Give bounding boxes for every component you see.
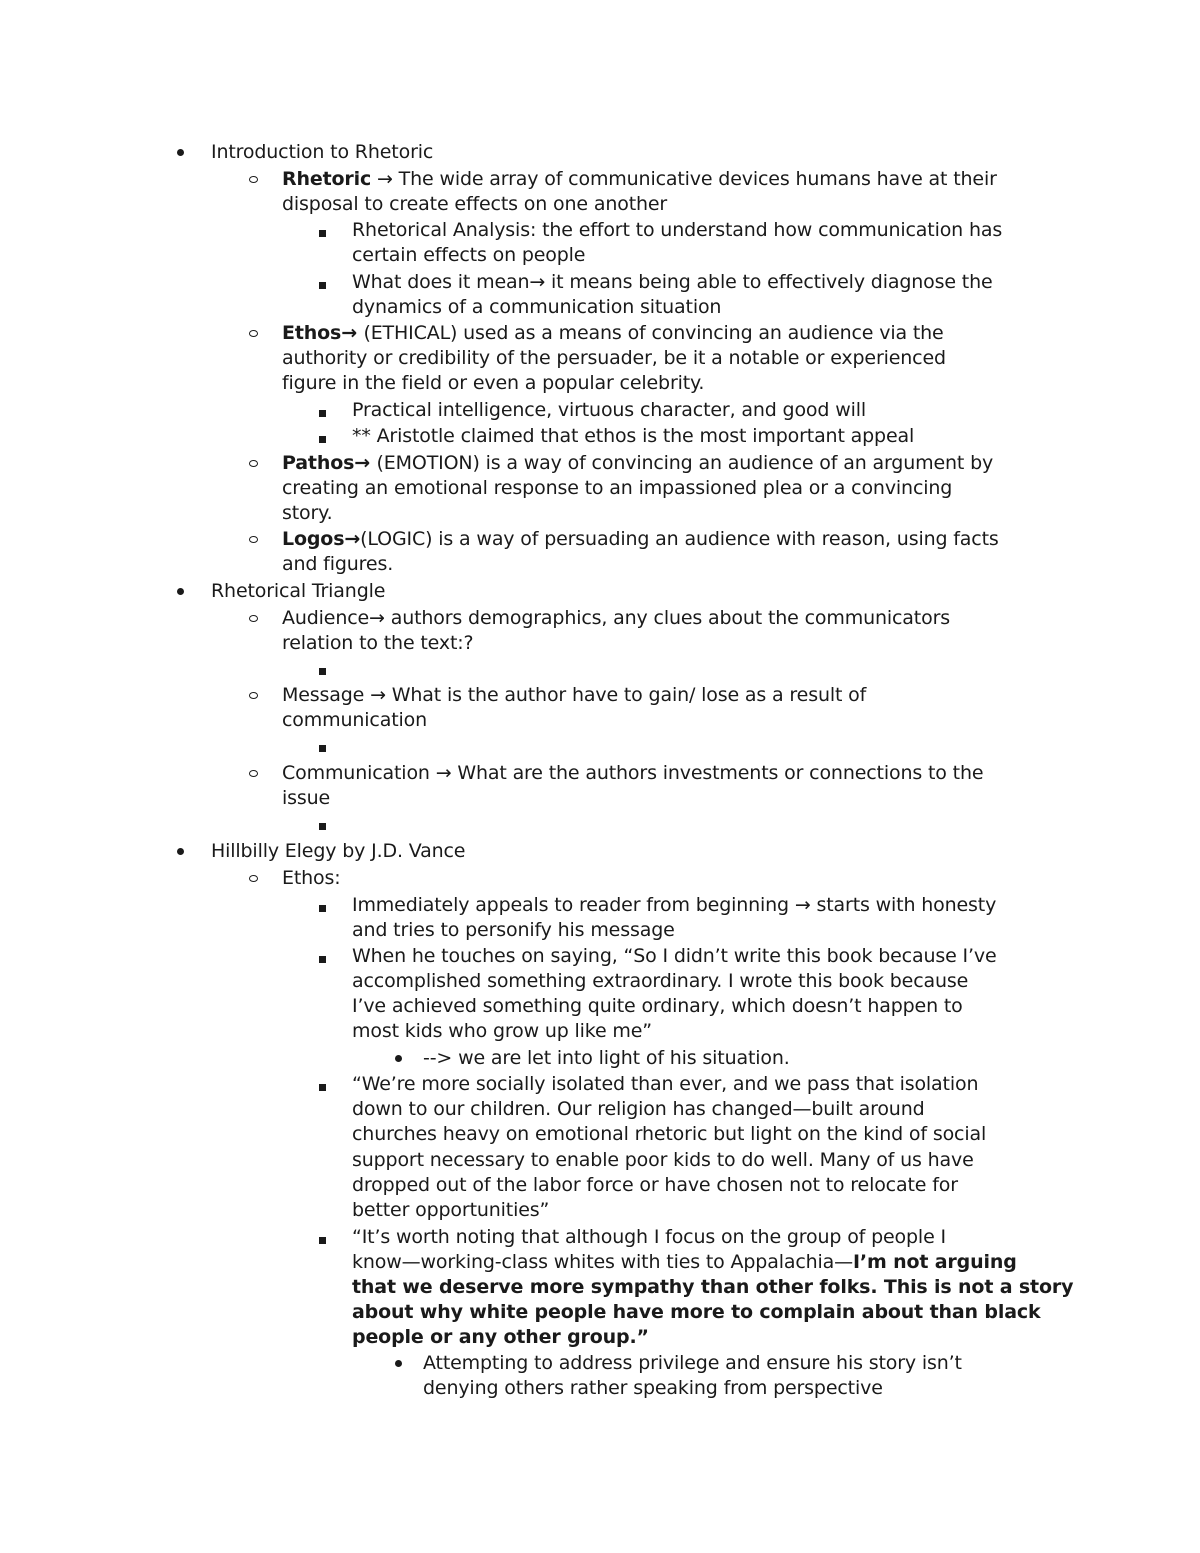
pathos-line-1: (EMOTION) is a way of convincing an audience of an argument by xyxy=(376,452,994,474)
message-line-1: Message → What is the author have to gain/ lose as a result of xyxy=(282,684,867,706)
logos-line-2: and figures. xyxy=(282,553,394,575)
point-3-line-1: “We’re more socially isolated than ever, and we pass that isolation xyxy=(352,1073,979,1095)
bullet-ring xyxy=(249,875,258,882)
point-3-line-6: better opportunities” xyxy=(352,1199,550,1221)
ethos-line-1: (ETHICAL) used as a means of convincing an audience via the xyxy=(363,322,944,344)
term-pathos: Pathos→ xyxy=(282,452,377,474)
point-3-line-3: churches heavy on emotional rhetoric but light on the kind of social xyxy=(352,1123,987,1145)
section-title: Introduction to Rhetoric xyxy=(211,141,434,163)
point-4-line-1: “It’s worth noting that although I focus on the group of people I xyxy=(352,1226,946,1248)
bullet-square xyxy=(319,745,326,752)
bullet-ring xyxy=(249,460,258,467)
point-4-line-5: people or any other group.” xyxy=(352,1326,649,1348)
logos-line-1: (LOGIC) is a way of persuading an audience with reason, using facts xyxy=(360,528,999,550)
pathos-definition xyxy=(282,451,993,476)
ethos-sub-2: ** Aristotle claimed that ethos is the most important appeal xyxy=(352,425,915,447)
point-4-line-3: that we deserve more sympathy than other folks. This is not a story xyxy=(352,1276,1074,1298)
point-4-sub-line-1: Attempting to address privilege and ensure his story isn’t xyxy=(423,1352,962,1374)
point-2-sub: --> we are let into light of his situation. xyxy=(423,1047,790,1069)
bullet-square xyxy=(319,823,326,830)
bullet-square xyxy=(319,282,326,289)
section-title: Hillbilly Elegy by J.D. Vance xyxy=(211,840,466,862)
pathos-line-3: story. xyxy=(282,502,333,524)
point-2-line-3: I’ve achieved something quite ordinary, which doesn’t happen to xyxy=(352,995,963,1017)
rhetoric-definition xyxy=(282,167,997,192)
mean-line-2: dynamics of a communication situation xyxy=(352,296,722,318)
point-4-line-2-bold: I’m not arguing xyxy=(852,1251,1017,1273)
bullet-dot xyxy=(395,1360,402,1367)
bullet-ring xyxy=(249,176,258,183)
point-2-line-4: most kids who grow up like me” xyxy=(352,1020,653,1042)
bullet-ring xyxy=(249,770,258,777)
bullet-ring xyxy=(249,330,258,337)
mean-line-1: What does it mean→ it means being able to effectively diagnose the xyxy=(352,271,993,293)
point-3-line-5: dropped out of the labor force or have chosen not to relocate for xyxy=(352,1174,958,1196)
term-ethos: Ethos→ xyxy=(282,322,364,344)
point-4-line-2-normal: know—working-class whites with ties to Appalachia— xyxy=(352,1251,853,1273)
bullet-square xyxy=(319,436,326,443)
point-1-line-1: Immediately appeals to reader from beginning → starts with honesty xyxy=(352,894,997,916)
bullet-dot xyxy=(177,149,184,156)
bullet-dot xyxy=(177,588,184,595)
point-4-line-4: about why white people have more to complain about than black xyxy=(352,1301,1041,1323)
audience-line-2: relation to the text:? xyxy=(282,632,474,654)
communication-line-2: issue xyxy=(282,787,331,809)
analysis-line-2: certain effects on people xyxy=(352,244,586,266)
point-2-line-2: accomplished something extraordinary. I wrote this book because xyxy=(352,970,969,992)
point-4-line-2 xyxy=(352,1250,1017,1275)
rhetoric-line-1: → The wide array of communicative devices humans have at their xyxy=(371,168,997,190)
logos-definition xyxy=(282,527,999,552)
bullet-square xyxy=(319,668,326,675)
point-3-line-2: down to our children. Our religion has changed—built around xyxy=(352,1098,925,1120)
message-line-2: communication xyxy=(282,709,427,731)
bullet-ring xyxy=(249,615,258,622)
bullet-square xyxy=(319,1237,326,1244)
point-3-line-4: support necessary to enable poor kids to do well. Many of us have xyxy=(352,1149,974,1171)
bullet-dot xyxy=(177,848,184,855)
bullet-ring xyxy=(249,692,258,699)
pathos-line-2: creating an emotional response to an impassioned plea or a convincing xyxy=(282,477,953,499)
point-4-sub-line-2: denying others rather speaking from perspective xyxy=(423,1377,883,1399)
ethos-sub-1: Practical intelligence, virtuous character, and good will xyxy=(352,399,866,421)
bullet-square xyxy=(319,230,326,237)
ethos-label: Ethos: xyxy=(282,867,341,889)
ethos-definition xyxy=(282,321,944,346)
audience-line-1: Audience→ authors demographics, any clues about the communicators xyxy=(282,607,950,629)
rhetoric-line-2: disposal to create effects on one another xyxy=(282,193,668,215)
term-rhetoric: Rhetoric xyxy=(282,168,372,190)
bullet-ring xyxy=(249,536,258,543)
point-1-line-2: and tries to personify his message xyxy=(352,919,675,941)
ethos-line-3: figure in the field or even a popular celebrity. xyxy=(282,372,705,394)
bullet-square xyxy=(319,410,326,417)
bullet-square xyxy=(319,1084,326,1091)
bullet-square xyxy=(319,956,326,963)
bullet-dot xyxy=(395,1055,402,1062)
ethos-line-2: authority or credibility of the persuader, be it a notable or experienced xyxy=(282,347,946,369)
term-logos: Logos→ xyxy=(282,528,361,550)
section-title: Rhetorical Triangle xyxy=(211,580,386,602)
bullet-square xyxy=(319,905,326,912)
point-2-line-1: When he touches on saying, “So I didn’t write this book because I’ve xyxy=(352,945,997,967)
analysis-line-1: Rhetorical Analysis: the effort to understand how communication has xyxy=(352,219,1003,241)
communication-line-1: Communication → What are the authors investments or connections to the xyxy=(282,762,984,784)
